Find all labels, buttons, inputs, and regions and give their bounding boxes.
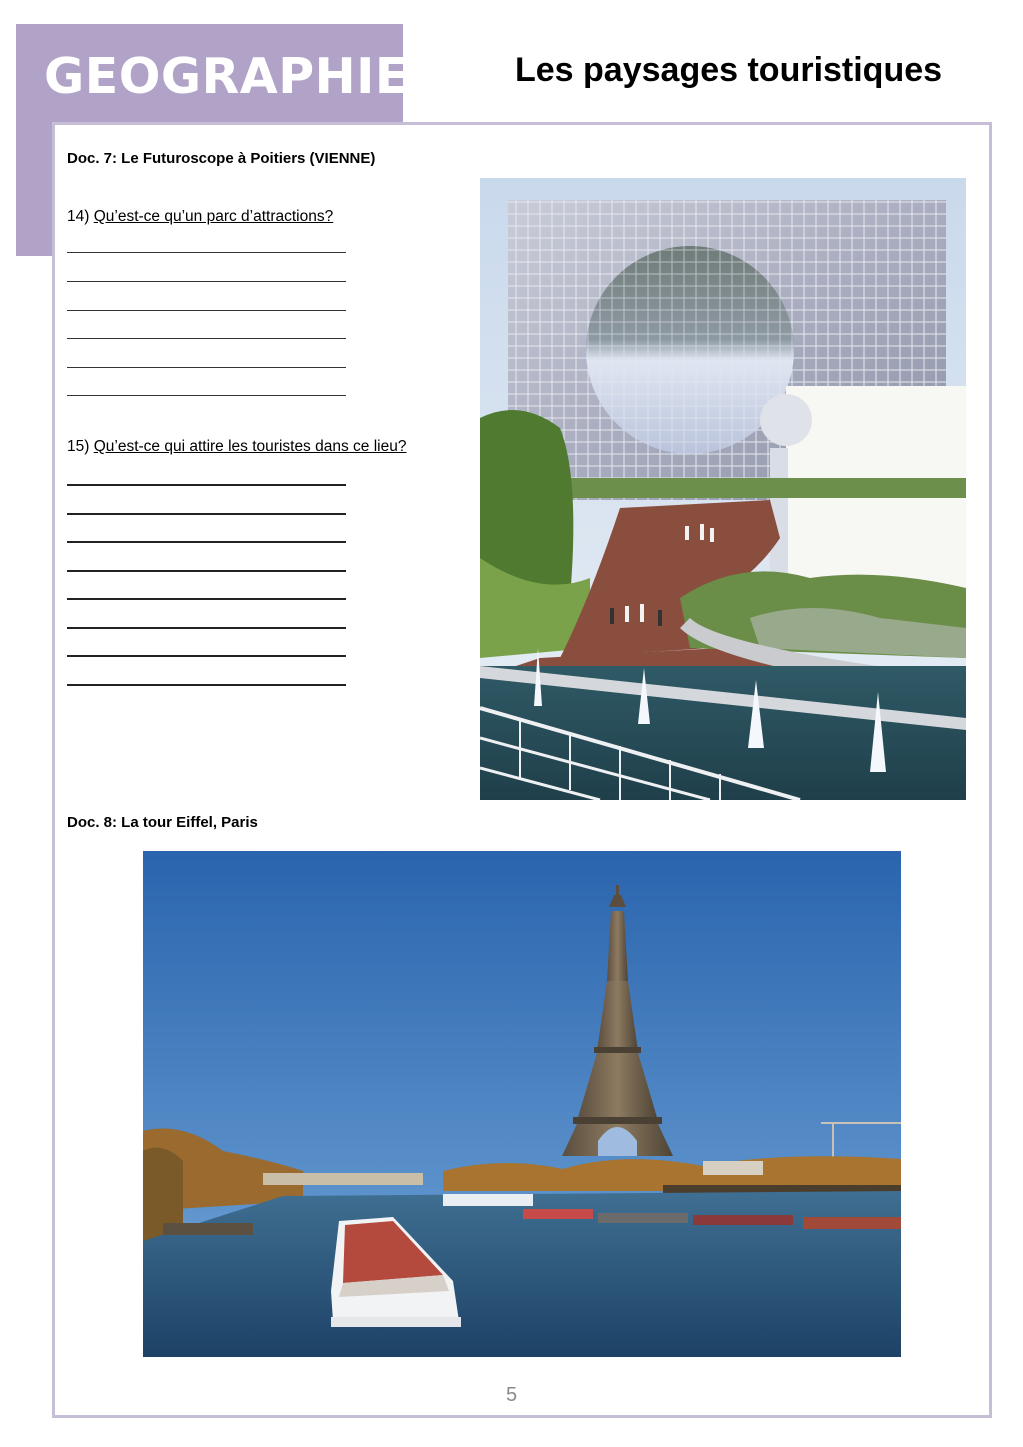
answer-line[interactable] bbox=[67, 541, 346, 543]
answer-line[interactable] bbox=[67, 513, 346, 515]
question-14-text: Qu’est-ce qu’un parc d’attractions? bbox=[93, 208, 334, 225]
page-title: Les paysages touristiques bbox=[515, 51, 943, 89]
answer-line[interactable] bbox=[67, 338, 346, 339]
futuroscope-photo bbox=[480, 178, 966, 800]
answer-line[interactable] bbox=[67, 395, 346, 396]
answer-line[interactable] bbox=[67, 627, 346, 629]
doc8-heading: Doc. 8: La tour Eiffel, Paris bbox=[67, 814, 258, 831]
question-15-text: Qu’est-ce qui attire les touristes dans ce lieu? bbox=[93, 438, 407, 455]
subject-title: GEOGRAPHIE bbox=[44, 48, 409, 105]
eiffel-tower-photo bbox=[143, 851, 901, 1357]
question-15 bbox=[67, 438, 406, 456]
answer-line[interactable] bbox=[67, 570, 346, 572]
question-14 bbox=[67, 208, 333, 226]
answer-line[interactable] bbox=[67, 367, 346, 368]
answer-line[interactable] bbox=[67, 310, 346, 311]
question-15-number: 15) bbox=[67, 438, 90, 455]
page-number: 5 bbox=[505, 1384, 518, 1406]
answer-line[interactable] bbox=[67, 252, 346, 253]
answer-line[interactable] bbox=[67, 598, 346, 600]
answer-line[interactable] bbox=[67, 655, 346, 657]
question-14-number: 14) bbox=[67, 208, 90, 225]
answer-line[interactable] bbox=[67, 684, 346, 686]
doc7-heading: Doc. 7: Le Futuroscope à Poitiers (VIENNE) bbox=[67, 150, 376, 167]
answer-line[interactable] bbox=[67, 484, 346, 486]
answer-line[interactable] bbox=[67, 281, 346, 282]
